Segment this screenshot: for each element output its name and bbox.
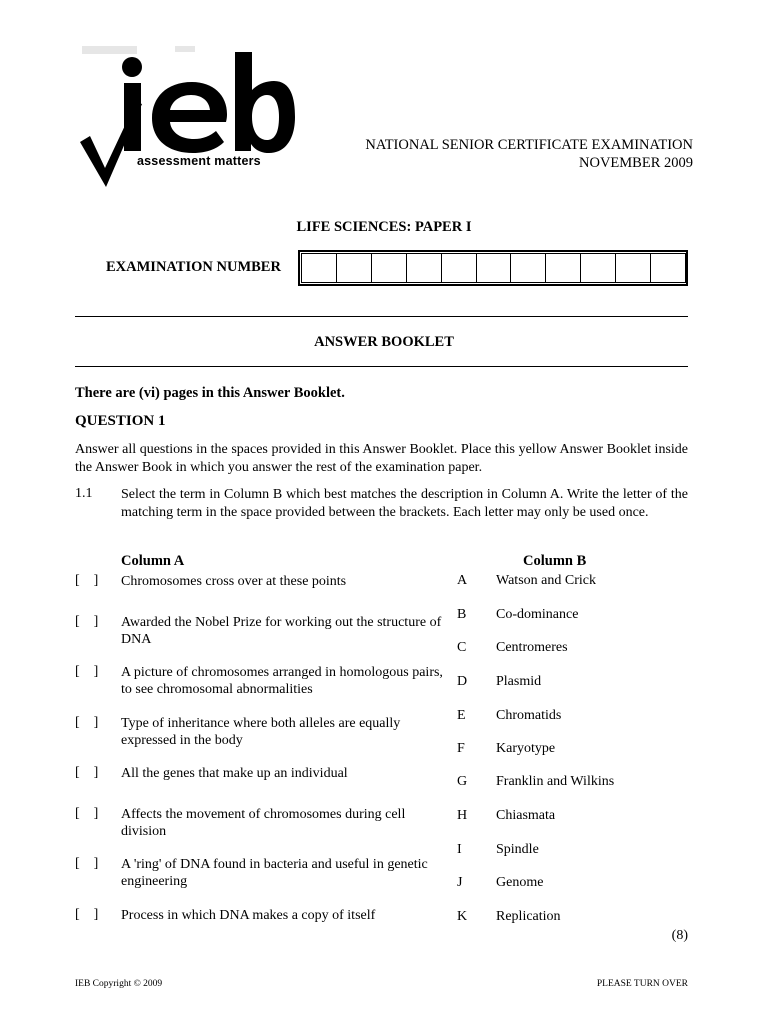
question-heading: QUESTION 1 bbox=[75, 413, 166, 429]
column-b-letter: B bbox=[457, 607, 467, 622]
exam-number-box[interactable] bbox=[545, 253, 581, 283]
column-b-heading: Column B bbox=[523, 553, 587, 569]
column-b-term: Spindle bbox=[496, 842, 539, 857]
intro-text: Answer all questions in the spaces provided in this Answer Booklet. Place this yellow Answer Booklet inside the Answer Book in which you answer the rest of the examination paper. bbox=[75, 442, 688, 475]
exam-title: NATIONAL SENIOR CERTIFICATE EXAMINATION bbox=[365, 137, 693, 153]
column-b-letter: G bbox=[457, 774, 468, 789]
exam-number-box[interactable] bbox=[510, 253, 546, 283]
exam-header bbox=[365, 136, 693, 172]
answer-bracket[interactable]: [ ] bbox=[75, 907, 99, 922]
column-a-item: All the genes that make up an individual bbox=[121, 766, 348, 781]
column-b-letter: A bbox=[457, 573, 468, 588]
paper-title: LIFE SCIENCES: PAPER I bbox=[296, 219, 472, 235]
exam-number-box[interactable] bbox=[336, 253, 372, 283]
pages-note: There are (vi) pages in this Answer Booklet. bbox=[75, 385, 345, 401]
answer-bracket[interactable]: [ ] bbox=[75, 614, 99, 629]
column-a-item: Affects the movement of chromosomes during cell division bbox=[121, 807, 406, 839]
column-b-letter: J bbox=[457, 875, 463, 890]
column-b-letter: F bbox=[457, 741, 465, 756]
divider-top bbox=[75, 316, 688, 317]
column-b-term: Watson and Crick bbox=[496, 573, 596, 588]
exam-date: NOVEMBER 2009 bbox=[579, 155, 693, 171]
column-b-term: Franklin and Wilkins bbox=[496, 774, 615, 789]
column-b-term: Plasmid bbox=[496, 674, 542, 689]
exam-number-label: EXAMINATION NUMBER bbox=[106, 259, 281, 275]
answer-bracket[interactable]: [ ] bbox=[75, 765, 99, 780]
column-b-letter: D bbox=[457, 674, 468, 689]
exam-number-box[interactable] bbox=[476, 253, 512, 283]
footer-turn-over: PLEASE TURN OVER bbox=[596, 979, 688, 989]
divider-bottom bbox=[75, 366, 688, 367]
exam-number-box[interactable] bbox=[650, 253, 686, 283]
column-b-term: Karyotype bbox=[496, 741, 556, 756]
column-b-letter: H bbox=[457, 808, 468, 823]
column-b-letter: I bbox=[457, 842, 462, 857]
column-b-term: Replication bbox=[496, 909, 561, 924]
ieb-logo bbox=[80, 46, 295, 191]
answer-bracket[interactable]: [ ] bbox=[75, 856, 99, 871]
column-a-item: Awarded the Nobel Prize for working out the structure of DNA bbox=[121, 615, 442, 647]
exam-number-box[interactable] bbox=[301, 253, 337, 283]
column-b-term: Chiasmata bbox=[496, 808, 556, 823]
question-instruction: Select the term in Column B which best matches the description in Column A. Write the letter of the matching term in the space provided between the brackets. Each letter may only be used once. bbox=[121, 487, 688, 520]
question-number: 1.1 bbox=[75, 486, 93, 501]
column-a-item: A picture of chromosomes arranged in homologous pairs, to see chromosomal abnormalities bbox=[121, 665, 443, 697]
exam-number-box[interactable] bbox=[441, 253, 477, 283]
column-b-term: Co-dominance bbox=[496, 607, 579, 622]
booklet-title: ANSWER BOOKLET bbox=[314, 334, 454, 350]
column-a-item: Process in which DNA makes a copy of itself bbox=[121, 908, 376, 923]
exam-number-box[interactable] bbox=[615, 253, 651, 283]
column-a-item: A 'ring' of DNA found in bacteria and useful in genetic engineering bbox=[121, 857, 428, 889]
exam-number-box[interactable] bbox=[406, 253, 442, 283]
column-a-item: Type of inheritance where both alleles are equally expressed in the body bbox=[121, 716, 401, 748]
column-a-heading: Column A bbox=[121, 553, 185, 569]
marks-total: (8) bbox=[671, 928, 688, 943]
column-b-term: Genome bbox=[496, 875, 544, 890]
footer-copyright: IEB Copyright © 2009 bbox=[75, 979, 163, 989]
column-b-letter: K bbox=[457, 909, 468, 924]
exam-number-box[interactable] bbox=[371, 253, 407, 283]
answer-bracket[interactable]: [ ] bbox=[75, 806, 99, 821]
column-b-letter: C bbox=[457, 640, 467, 655]
column-b-term: Centromeres bbox=[496, 640, 568, 655]
answer-bracket[interactable]: [ ] bbox=[75, 664, 99, 679]
column-b-letter: E bbox=[457, 708, 466, 723]
logo-tagline: assessment matters bbox=[137, 154, 261, 168]
column-a-item: Chromosomes cross over at these points bbox=[121, 574, 347, 589]
column-b-term: Chromatids bbox=[496, 708, 562, 723]
exam-number-box[interactable] bbox=[580, 253, 616, 283]
answer-bracket[interactable]: [ ] bbox=[75, 573, 99, 588]
answer-bracket[interactable]: [ ] bbox=[75, 715, 99, 730]
ieb-logo-graphic bbox=[80, 46, 295, 191]
exam-number-boxes[interactable] bbox=[298, 250, 688, 286]
